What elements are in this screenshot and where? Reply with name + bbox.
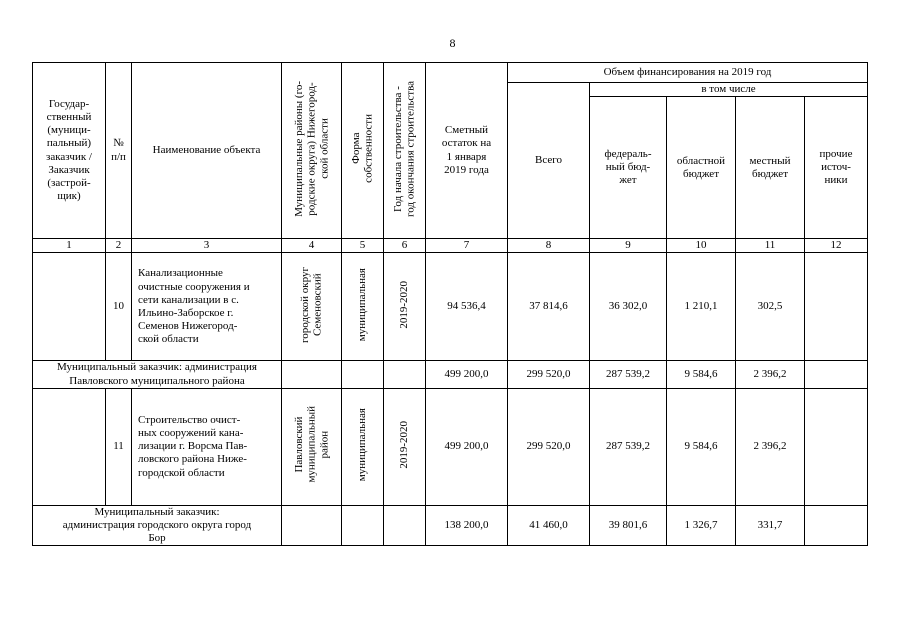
customer-row [33,505,868,546]
empty-cell [384,505,426,546]
header-regional-text: областной бюджет [676,154,726,180]
total-value: 299 520,0 [508,388,590,505]
other-value [805,505,868,546]
federal-value: 287 539,2 [590,388,667,505]
header-remainder [426,63,508,239]
total-value: 37 814,6 [508,253,590,361]
column-number: 11 [736,239,805,253]
customer-row [33,361,868,388]
header-district [282,63,342,239]
empty-cell [282,361,342,388]
object-name [132,388,282,505]
column-number: 10 [667,239,736,253]
header-years-text: Год начала строительства - год окончания строительства [391,80,417,217]
header-customer-text: Государ- ственный (муници- пальный) заказчик / Заказчик (застрой- щик) [46,97,92,203]
years-text: 2019-2020 [398,420,411,469]
local-value: 331,7 [736,505,805,546]
federal-value: 36 302,0 [590,253,667,361]
customer-label-text: Муниципальный заказчик: администрация Павловского муниципального района [57,361,257,387]
column-number: 8 [508,239,590,253]
header-num [106,63,132,239]
customer-cell-empty [33,388,106,505]
header-ownership [342,63,384,239]
regional-value: 1 210,1 [667,253,736,361]
regional-value: 9 584,6 [667,388,736,505]
header-federal [590,97,667,239]
ownership-text: муниципальная [356,408,369,482]
empty-cell [342,361,384,388]
header-federal-text: федераль- ный бюд- жет [604,147,652,187]
header-total: Всего [508,83,590,239]
column-number: 12 [805,239,868,253]
regional-value: 1 326,7 [667,505,736,546]
column-number: 5 [342,239,384,253]
table-row [33,388,868,505]
object-name-text: Канализационные очистные сооружения и сети канализации в с. Ильино-Заборское г. Семенов Нижегород- ской области [138,267,250,346]
column-number: 9 [590,239,667,253]
total-value: 299 520,0 [508,361,590,388]
header-ownership-text: Форма собственности [349,114,375,183]
header-funding-group: Объем финансирования на 2019 год [508,63,868,83]
row-number: 11 [106,388,132,505]
remainder-value: 138 200,0 [426,505,508,546]
customer-label-text: Муниципальный заказчик: администрация городского округа город Бор [62,505,252,545]
header-customer [33,63,106,239]
header-other-text: прочие источ- ники [819,147,853,187]
object-name-text: Строительство очист- ных сооружений кана- лизации г. Ворсма Пав- ловского района Ниже- городской области [138,413,248,479]
remainder-value: 94 536,4 [426,253,508,361]
empty-cell [384,361,426,388]
header-regional [667,97,736,239]
years-cell [384,388,426,505]
customer-cell-empty [33,253,106,361]
column-number: 6 [384,239,426,253]
column-number: 1 [33,239,106,253]
header-object-name [132,63,282,239]
district-text: Павловский муниципальный район [292,406,330,483]
local-value: 2 396,2 [736,388,805,505]
other-value [805,361,868,388]
years-cell [384,253,426,361]
header-local-text: местный бюджет [749,154,791,180]
header-remainder-text: Сметный остаток на 1 января 2019 года [441,124,492,176]
local-value: 302,5 [736,253,805,361]
page-number: 8 [449,36,456,50]
other-value [805,253,868,361]
column-number: 4 [282,239,342,253]
federal-value: 287 539,2 [590,361,667,388]
local-value: 2 396,2 [736,361,805,388]
years-text: 2019-2020 [398,280,411,329]
header-including: в том числе [590,83,868,97]
header-district-text: Муниципальные районы (го- родские округа) Нижегород- ской области [292,80,330,217]
other-value [805,388,868,505]
column-number-row [33,239,868,253]
ownership-text: муниципальная [356,268,369,342]
column-number: 7 [426,239,508,253]
remainder-value: 499 200,0 [426,388,508,505]
header-local [736,97,805,239]
header-years [384,63,426,239]
total-value: 41 460,0 [508,505,590,546]
column-number: 2 [106,239,132,253]
remainder-value: 499 200,0 [426,361,508,388]
federal-value: 39 801,6 [590,505,667,546]
row-number: 10 [106,253,132,361]
header-object-name-text: Наименование объекта [152,144,261,156]
header-other [805,97,868,239]
column-number: 3 [132,239,282,253]
ownership-cell [342,388,384,505]
district-text: городской округ Семеновский [298,266,324,343]
empty-cell [282,505,342,546]
customer-label [33,505,282,546]
customer-label [33,361,282,388]
ownership-cell [342,253,384,361]
funding-table [32,62,868,546]
district-cell [282,253,342,361]
header-num-text: № п/п [111,137,126,163]
district-cell [282,388,342,505]
regional-value: 9 584,6 [667,361,736,388]
table-row [33,253,868,361]
object-name [132,253,282,361]
empty-cell [342,505,384,546]
